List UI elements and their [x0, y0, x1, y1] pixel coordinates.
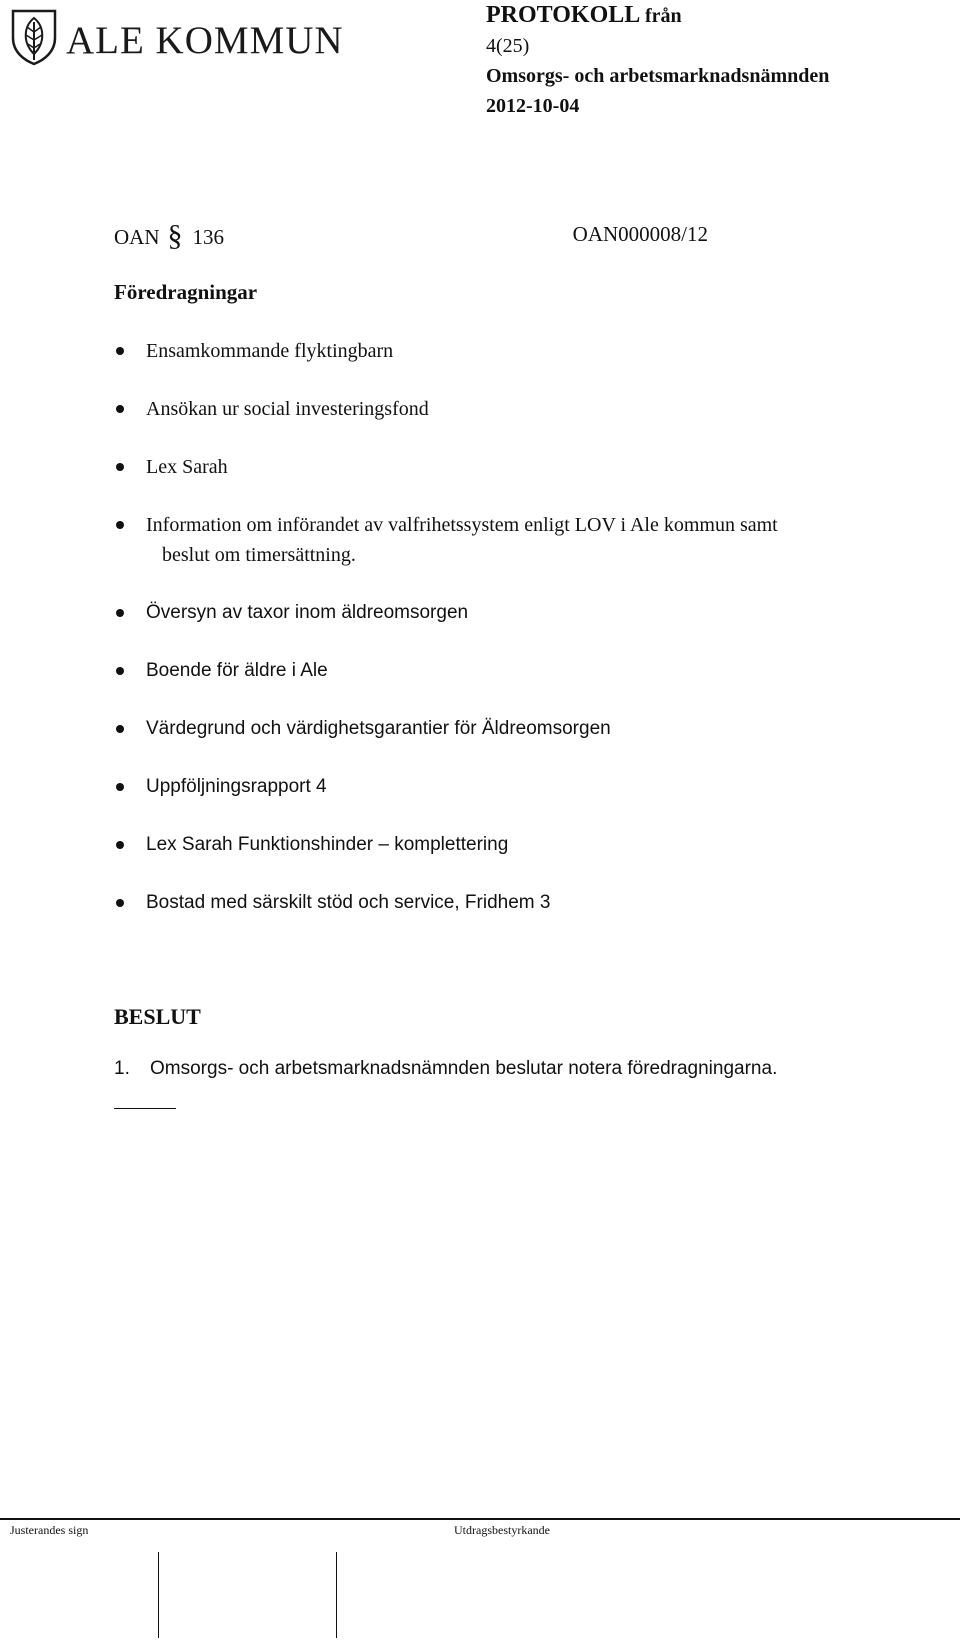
- bullet-icon: [116, 405, 124, 413]
- list-item-text: Lex Sarah: [146, 456, 228, 478]
- list-item-text: Lex Sarah Funktionshinder – komplettering: [146, 834, 509, 855]
- list-item-text: Ensamkommande flyktingbarn: [146, 340, 394, 362]
- footer-certification-label: Utdragsbestyrkande: [454, 1523, 550, 1537]
- list-item: [114, 830, 914, 860]
- list-item: [114, 656, 914, 686]
- list-item: [114, 714, 914, 744]
- leaf-shield-icon: [10, 8, 58, 66]
- paragraph-reference: [114, 219, 224, 252]
- list-item: [114, 888, 914, 918]
- agenda-list: [114, 336, 914, 946]
- org-name: ALE KOMMUN: [66, 18, 344, 62]
- list-item-text: Ansökan ur social investeringsfond: [146, 398, 429, 420]
- signature-field-divider: [336, 1552, 337, 1638]
- list-item-text: Boende för äldre i Ale: [146, 660, 328, 681]
- page-number: 4(25): [486, 35, 530, 57]
- committee-code: OAN: [114, 224, 160, 249]
- section-heading: Föredragningar: [114, 280, 258, 304]
- doc-title-suffix: från: [644, 5, 682, 27]
- meeting-date: 2012-10-04: [486, 95, 580, 117]
- list-item: [114, 510, 914, 570]
- list-item-text: Bostad med särskilt stöd och service, Fridhem 3: [146, 892, 551, 913]
- document-header: [486, 0, 829, 121]
- list-item: [114, 598, 914, 628]
- decision-text: Omsorgs- och arbetsmarknadsnämnden beslutar notera föredragningarna.: [150, 1058, 778, 1079]
- list-item-text: Information om införandet av valfrihetssystem enligt LOV i Ale kommun samt: [146, 514, 778, 536]
- list-item-text: Värdegrund och värdighetsgarantier för Äldreomsorgen: [146, 718, 611, 739]
- decision-heading: BESLUT: [114, 1004, 201, 1029]
- bullet-icon: [116, 783, 124, 791]
- bullet-icon: [116, 609, 124, 617]
- decision-item: [114, 1058, 777, 1080]
- case-number: OAN000008/12: [572, 222, 708, 246]
- signature-field-divider: [158, 1552, 159, 1638]
- footer-divider: [0, 1518, 960, 1520]
- list-item-text-continued: beslut om timersättning.: [162, 544, 356, 566]
- bullet-icon: [116, 347, 124, 355]
- list-item: [114, 452, 914, 482]
- list-item: [114, 336, 914, 366]
- end-divider: [114, 1108, 176, 1109]
- bullet-icon: [116, 463, 124, 471]
- bullet-icon: [116, 899, 124, 907]
- bullet-icon: [116, 521, 124, 529]
- list-item: [114, 772, 914, 802]
- committee-name: Omsorgs- och arbetsmarknadsnämnden: [486, 65, 830, 87]
- ale-kommun-logo: [10, 8, 344, 66]
- list-item: [114, 394, 914, 424]
- doc-title-main: PROTOKOLL: [486, 2, 639, 28]
- paragraph-number: 136: [192, 224, 224, 249]
- reference-row: [114, 219, 708, 252]
- decision-number: 1.: [114, 1058, 130, 1079]
- list-item-text: Uppföljningsrapport 4: [146, 776, 327, 797]
- bullet-icon: [116, 725, 124, 733]
- bullet-icon: [116, 667, 124, 675]
- list-item-text: Översyn av taxor inom äldreomsorgen: [146, 602, 469, 623]
- doc-title: [486, 0, 829, 31]
- bullet-icon: [116, 841, 124, 849]
- paragraph-icon: §: [167, 219, 183, 252]
- footer-signature-label: Justerandes sign: [10, 1523, 89, 1537]
